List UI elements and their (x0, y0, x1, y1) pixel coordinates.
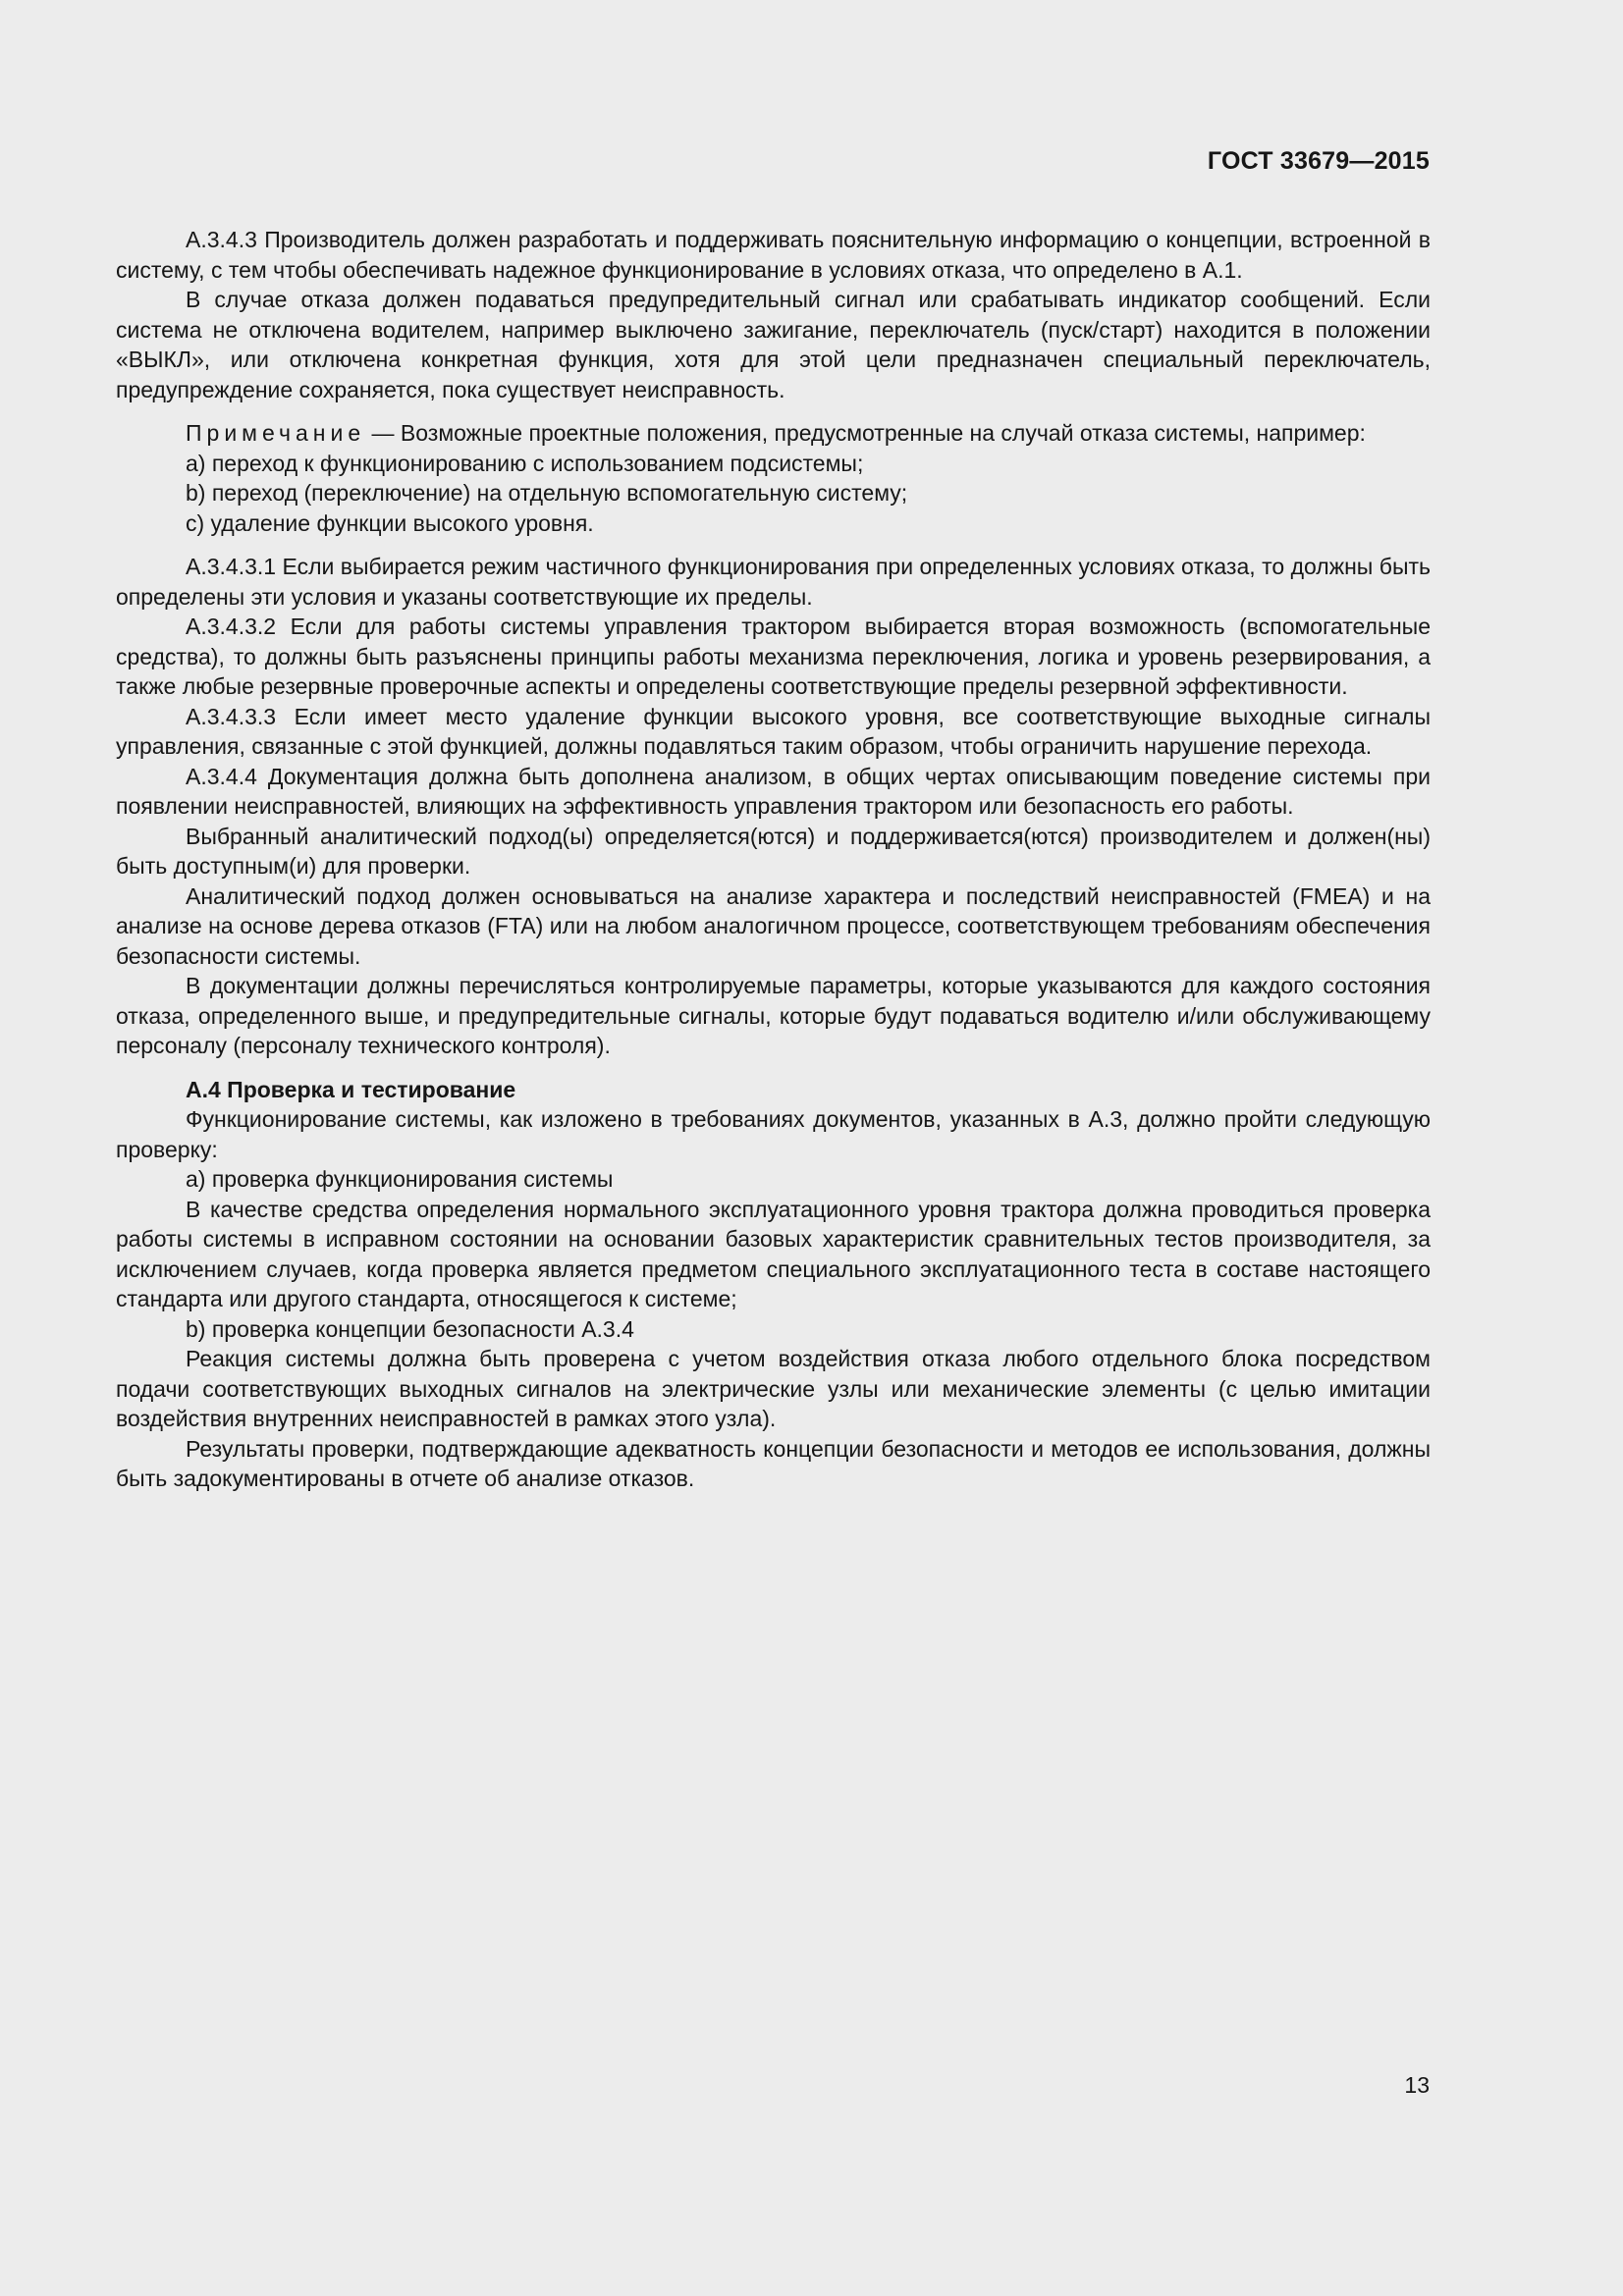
note-label: Примечание (186, 420, 366, 446)
note-text: — Возможные проектные положения, предусмотренные на случай отказа системы, например: (365, 420, 1366, 446)
paragraph-operational-level: В качестве средства определения нормального эксплуатационного уровня трактора должна проводиться проверка работы системы в исправном состоянии на основании базовых характеристик сравнительных тестов производителя, за исключением случаев, когда проверка является предметом специального эксплуатационного теста в составе настоящего стандарта или другого стандарта, относящегося к системе; (116, 1196, 1431, 1311)
paragraph-a4-intro: Функционирование системы, как изложено в требованиях документов, указанных в А.3, должно пройти следующую проверку: (116, 1106, 1431, 1162)
document-number: ГОСТ 33679—2015 (1207, 147, 1430, 175)
paragraph-results: Результаты проверки, подтверждающие адекватность концепции безопасности и методов ее использования, должны быть задокументированы в отчете об анализе отказов. (116, 1435, 1431, 1491)
page-number: 13 (1404, 2072, 1430, 2098)
paragraph-a344: А.3.4.4 Документация должна быть дополнена анализом, в общих чертах описывающим поведение системы при появлении неисправностей, влияющих на эффективность управления трактором или безопасность его работы. (116, 763, 1431, 819)
note-item-a: a) переход к функционированию с использованием подсистемы; (186, 450, 864, 476)
paragraph-a3433: А.3.4.3.3 Если имеет место удаление функции высокого уровня, все соответствующие выходные сигналы управления, связанные с этой функцией, должны подавляться таким образом, чтобы ограничить нарушение перехода. (116, 703, 1431, 759)
paragraph-system-reaction: Реакция системы должна быть проверена с учетом воздействия отказа любого отдельного блока посредством подачи соответствующих выходных сигналов на электрические узлы или механические элементы (с целью имитации воздействия внутренних неисправностей в рамках этого узла). (116, 1346, 1431, 1431)
list-item-a-function-check: a) проверка функционирования системы (186, 1166, 614, 1192)
list-item-b-safety-concept: b) проверка концепции безопасности А.3.4 (186, 1315, 634, 1342)
paragraph-a3432: А.3.4.3.2 Если для работы системы управления трактором выбирается вторая возможность (вспомогательные средства), то должны быть разъяснены принципы работы механизма переключения, логика и уровень резервирования, а также любые резервные проверочные аспекты и определены соответствующие пределы резервной эффективности. (116, 614, 1431, 699)
paragraph-analytic-approach: Выбранный аналитический подход(ы) определяется(ются) и поддерживается(ются) производителем и должен(ны) быть доступным(и) для проверки. (116, 823, 1431, 879)
note-item-c: c) удаление функции высокого уровня. (186, 509, 594, 536)
note-item-b: b) переход (переключение) на отдельную вспомогательную систему; (186, 480, 908, 506)
paragraph-monitored-params: В документации должны перечисляться контролируемые параметры, которые указываются для каждого состояния отказа, определенного выше, и предупредительные сигналы, которые будут подаваться водителю и/или обслуживающему персоналу (персоналу технического контроля). (116, 973, 1431, 1058)
document-body (116, 225, 1431, 1494)
paragraph-fmea-fta: Аналитический подход должен основываться на анализе характера и последствий неисправностей (FMEA) и на анализе на основе дерева отказов (FTA) или на любом аналогичном процессе, соответствующем требованиям обеспечения безопасности системы. (116, 882, 1431, 969)
paragraph-a3431: А.3.4.3.1 Если выбирается режим частичного функционирования при определенных условиях отказа, то должны быть определены эти условия и указаны соответствующие их пределы. (116, 554, 1431, 610)
note-paragraph (116, 418, 1431, 449)
paragraph-a343: А.3.4.3 Производитель должен разработать и поддерживать пояснительную информацию о концепции, встроенной в систему, с тем чтобы обеспечивать надежное функционирование в условиях отказа, что определено в А.1. (116, 227, 1431, 283)
paragraph-failure-warning: В случае отказа должен подаваться предупредительный сигнал или срабатывать индикатор сообщений. Если система не отключена водителем, например выключено зажигание, переключатель (пуск/старт) находится в положении «ВЫКЛ», или отключена конкретная функция, хотя для этой цели предназначен специальный переключатель, предупреждение сохраняется, пока существует неисправность. (116, 287, 1431, 402)
section-heading-a4: А.4 Проверка и тестирование (186, 1076, 516, 1102)
